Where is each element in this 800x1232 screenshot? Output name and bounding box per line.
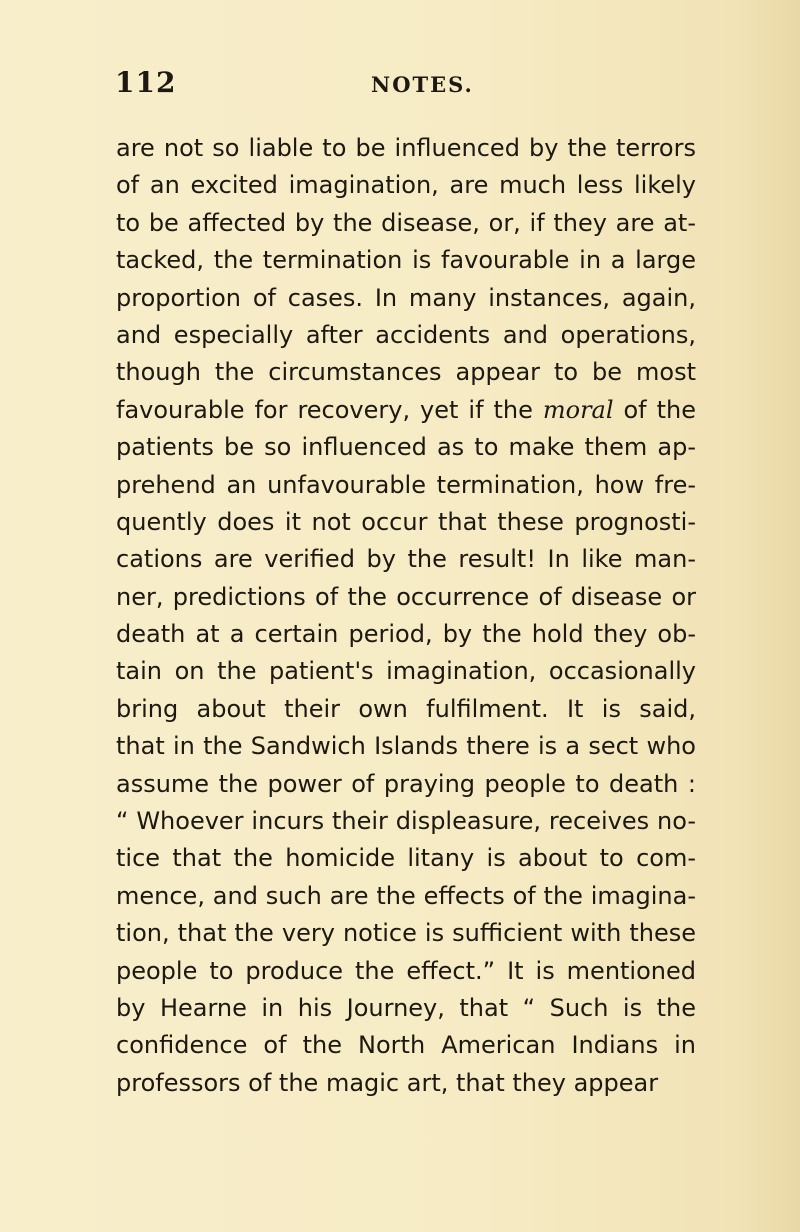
- text-line: though the circumstances appear to be most: [116, 358, 696, 387]
- text-line: assume the power of praying people to death :: [116, 769, 696, 798]
- text-line: bring about their own fulfilment. It is said,: [116, 694, 696, 723]
- italic-word: moral: [542, 395, 614, 424]
- text-line: death at a certain period, by the hold they ob-: [116, 620, 696, 649]
- text-line: people to produce the effect.” It is mentioned: [116, 956, 696, 985]
- text-line: that in the Sandwich Islands there is a sect who: [116, 732, 696, 761]
- text-line: to be affected by the disease, or, if they are at-: [116, 208, 696, 237]
- text-line: by Hearne in his Journey, that “ Such is the: [116, 993, 696, 1022]
- text-line: are not so liable to be influenced by the terrors: [116, 134, 696, 162]
- text-line: mence, and such are the effects of the imagina-: [116, 881, 696, 910]
- text-segment: favourable for recovery, yet if the: [116, 395, 543, 424]
- text-line: proportion of cases. In many instances, again,: [116, 283, 696, 312]
- text-line: prehend an unfavourable termination, how fre-: [116, 470, 696, 499]
- page-number: 112: [115, 66, 177, 99]
- text-line: “ Whoever incurs their displeasure, receives no-: [116, 807, 696, 836]
- text-line: of an excited imagination, are much less likely: [116, 171, 696, 200]
- text-line: ner, predictions of the occurrence of disease or: [116, 582, 696, 611]
- running-title: NOTES.: [371, 72, 474, 97]
- text-line: [116, 392, 696, 429]
- text-line: tion, that the very notice is sufficient with these: [116, 919, 696, 948]
- text-line: quently does it not occur that these prognosti-: [116, 507, 696, 536]
- text-line: and especially after accidents and operations,: [116, 320, 696, 349]
- text-line: confidence of the North American Indians in: [116, 1031, 696, 1060]
- text-line: professors of the magic art, that they appear: [116, 1068, 659, 1097]
- text-line: tacked, the termination is favourable in a large: [116, 246, 696, 275]
- text-line: cations are verified by the result! In like man-: [116, 545, 696, 574]
- text-line: tain on the patient's imagination, occasionally: [116, 657, 696, 686]
- page-header: [115, 66, 695, 106]
- text-line: patients be so influenced as to make them ap-: [116, 433, 696, 462]
- text-line: tice that the homicide litany is about to com-: [116, 844, 696, 873]
- text-segment: of the: [613, 395, 696, 424]
- body-text: [116, 130, 696, 1102]
